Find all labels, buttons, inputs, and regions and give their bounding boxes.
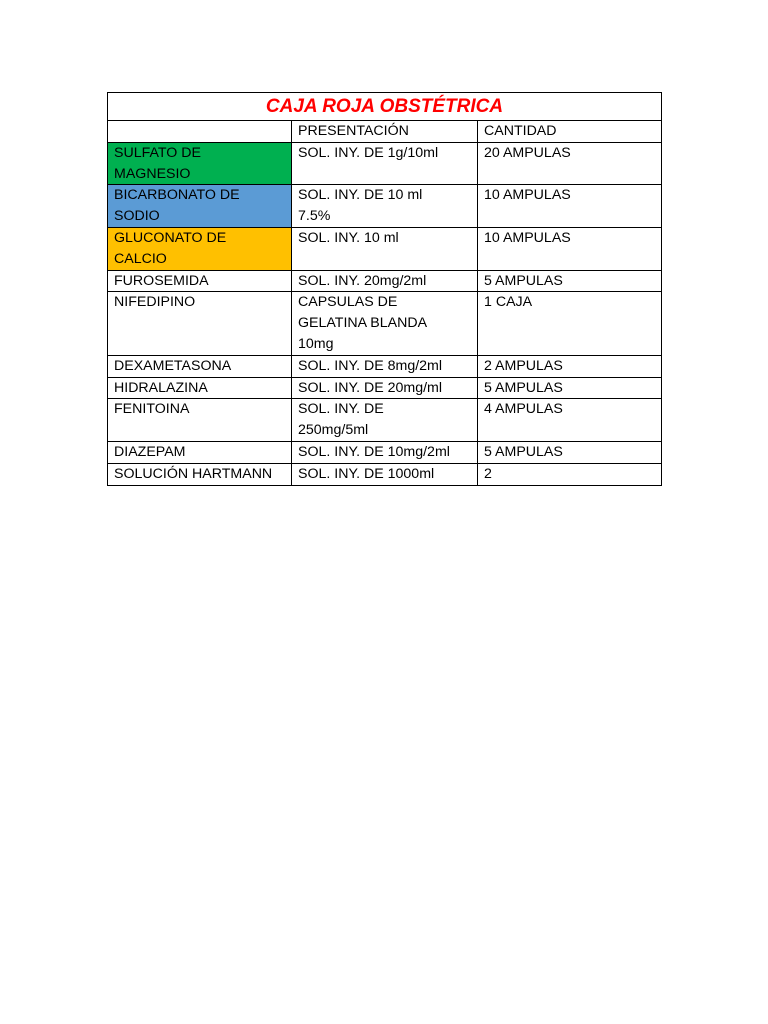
- medication-name-cell: BICARBONATO DE SODIO: [108, 185, 292, 228]
- presentation-cell: SOL. INY. DE 20mg/ml: [292, 377, 478, 399]
- header-medication: [108, 121, 292, 143]
- medication-name-cell: FUROSEMIDA: [108, 270, 292, 292]
- header-presentation: PRESENTACIÓN: [292, 121, 478, 143]
- table-row: [108, 399, 662, 442]
- quantity-cell: 10 AMPULAS: [478, 185, 662, 228]
- document-page: [107, 92, 661, 486]
- quantity-cell: 5 AMPULAS: [478, 270, 662, 292]
- quantity-cell: 1 CAJA: [478, 292, 662, 355]
- quantity-cell: 2 AMPULAS: [478, 355, 662, 377]
- table-row: [108, 142, 662, 185]
- table-row: [108, 227, 662, 270]
- medication-name-cell: DIAZEPAM: [108, 441, 292, 463]
- table-body: [108, 93, 662, 486]
- medication-name-cell: FENITOINA: [108, 399, 292, 442]
- header-quantity: CANTIDAD: [478, 121, 662, 143]
- quantity-cell: 4 AMPULAS: [478, 399, 662, 442]
- table-row: [108, 292, 662, 355]
- medication-name-cell: NIFEDIPINO: [108, 292, 292, 355]
- presentation-cell: SOL. INY. DE 1000ml: [292, 463, 478, 485]
- medication-name-cell: DEXAMETASONA: [108, 355, 292, 377]
- medication-name-cell: SULFATO DE MAGNESIO: [108, 142, 292, 185]
- table-title: CAJA ROJA OBSTÉTRICA: [108, 93, 662, 121]
- medication-name-cell: GLUCONATO DE CALCIO: [108, 227, 292, 270]
- presentation-cell: SOL. INY. 20mg/2ml: [292, 270, 478, 292]
- presentation-cell: SOL. INY. 10 ml: [292, 227, 478, 270]
- medication-table: [107, 92, 662, 486]
- presentation-cell: CAPSULAS DE GELATINA BLANDA 10mg: [292, 292, 478, 355]
- table-row: [108, 185, 662, 228]
- medication-name-cell: HIDRALAZINA: [108, 377, 292, 399]
- presentation-cell: SOL. INY. DE 10mg/2ml: [292, 441, 478, 463]
- quantity-cell: 10 AMPULAS: [478, 227, 662, 270]
- presentation-cell: SOL. INY. DE 1g/10ml: [292, 142, 478, 185]
- table-row: [108, 463, 662, 485]
- table-row: [108, 441, 662, 463]
- quantity-cell: 5 AMPULAS: [478, 377, 662, 399]
- presentation-cell: SOL. INY. DE 250mg/5ml: [292, 399, 478, 442]
- quantity-cell: 2: [478, 463, 662, 485]
- table-row: [108, 355, 662, 377]
- header-row: [108, 121, 662, 143]
- presentation-cell: SOL. INY. DE 8mg/2ml: [292, 355, 478, 377]
- quantity-cell: 5 AMPULAS: [478, 441, 662, 463]
- presentation-cell: SOL. INY. DE 10 ml 7.5%: [292, 185, 478, 228]
- title-row: [108, 93, 662, 121]
- table-row: [108, 270, 662, 292]
- table-row: [108, 377, 662, 399]
- medication-name-cell: SOLUCIÓN HARTMANN: [108, 463, 292, 485]
- quantity-cell: 20 AMPULAS: [478, 142, 662, 185]
